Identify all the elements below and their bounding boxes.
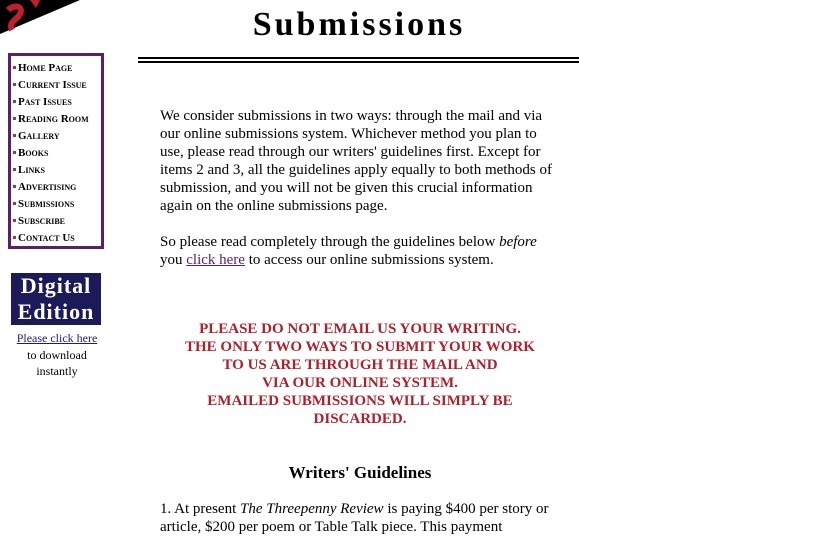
site-logo[interactable] xyxy=(0,0,80,34)
warning-line-6: DISCARDED. xyxy=(313,411,407,427)
digital-edition-badge[interactable] xyxy=(11,273,101,325)
sidebar-nav xyxy=(8,53,104,249)
nav-link[interactable]: Subscribe xyxy=(18,215,66,227)
p2-text-before: So please read completely through the guidelines below xyxy=(160,234,500,250)
nav-link[interactable]: Past Issues xyxy=(18,96,72,108)
caption-line-2: instantly xyxy=(36,364,78,378)
email-warning xyxy=(160,320,560,428)
nav-link[interactable]: Submissions xyxy=(18,198,75,210)
bullet-icon xyxy=(13,66,16,69)
title-divider xyxy=(138,57,579,59)
nav-link[interactable]: Links xyxy=(18,164,45,176)
bullet-icon xyxy=(13,117,16,120)
digital-edition-caption xyxy=(0,347,114,379)
item1-text-after: is paying $400 per story or article, $200 per poem or Table Talk piece. This payment xyxy=(160,501,549,535)
digital-edition-link[interactable]: Please click here xyxy=(16,331,98,345)
warning-line-4: VIA OUR ONLINE SYSTEM. xyxy=(262,375,458,391)
nav-item-advertising[interactable] xyxy=(13,179,101,196)
badge-line-2: Edition xyxy=(17,299,95,324)
p2-text-mid: you xyxy=(160,252,187,268)
nav-item-books[interactable] xyxy=(13,145,101,162)
bullet-icon xyxy=(13,219,16,222)
nav-item-submissions[interactable] xyxy=(13,196,101,213)
bullet-icon xyxy=(13,202,16,205)
nav-item-gallery[interactable] xyxy=(13,128,101,145)
nav-item-links[interactable] xyxy=(13,162,101,179)
bullet-icon xyxy=(13,185,16,188)
nav-link[interactable]: Gallery xyxy=(18,130,60,142)
guideline-item-1 xyxy=(160,500,560,536)
nav-link[interactable]: Home Page xyxy=(18,62,73,74)
bullet-icon xyxy=(13,236,16,239)
item1-publication-title: The Threepenny Review xyxy=(240,501,384,517)
page-title: Submissions xyxy=(252,6,466,43)
nav-link[interactable]: Reading Room xyxy=(18,113,89,125)
online-submissions-link[interactable]: click here xyxy=(186,252,245,268)
badge-line-1: Digital xyxy=(20,273,92,298)
bullet-icon xyxy=(13,134,16,137)
intro-paragraph: We consider submissions in two ways: through the mail and via our online submissions system. Whichever method you plan to use, please read through our writers' guidelines first. Except for items 2 and 3, all the guidelines apply equally to both methods of submission, and you will not be given this crucial information again on the online submissions page. xyxy=(160,108,553,214)
guidelines-heading: Writers' Guidelines xyxy=(288,463,432,482)
warning-line-3: TO US ARE THROUGH THE MAIL AND xyxy=(222,357,498,373)
warning-line-2: THE ONLY TWO WAYS TO SUBMIT YOUR WORK xyxy=(185,339,535,355)
caption-line-1: to download xyxy=(27,348,87,362)
nav-item-reading-room[interactable] xyxy=(13,111,101,128)
warning-line-5: EMAILED SUBMISSIONS WILL SIMPLY BE xyxy=(207,393,513,409)
nav-link[interactable]: Current Issue xyxy=(18,79,87,91)
nav-item-current-issue[interactable] xyxy=(13,77,101,94)
bullet-icon xyxy=(13,168,16,171)
p2-text-after: to access our online submissions system. xyxy=(244,252,494,268)
nav-item-subscribe[interactable] xyxy=(13,213,101,230)
guidelines-instruction-paragraph xyxy=(160,233,560,269)
warning-line-1: PLEASE DO NOT EMAIL US YOUR WRITING. xyxy=(199,321,521,337)
item1-text-before: 1. At present xyxy=(160,501,240,517)
bullet-icon xyxy=(13,151,16,154)
bullet-icon xyxy=(13,83,16,86)
title-divider-second xyxy=(138,61,579,63)
nav-link[interactable]: Contact Us xyxy=(18,232,75,244)
nav-link[interactable]: Advertising xyxy=(18,181,77,193)
p2-emphasis: before xyxy=(499,234,537,250)
nav-item-past-issues[interactable] xyxy=(13,94,101,111)
nav-item-home-page[interactable] xyxy=(13,60,101,77)
bullet-icon xyxy=(13,100,16,103)
nav-link[interactable]: Books xyxy=(18,147,49,159)
nav-item-contact-us[interactable] xyxy=(13,230,101,247)
